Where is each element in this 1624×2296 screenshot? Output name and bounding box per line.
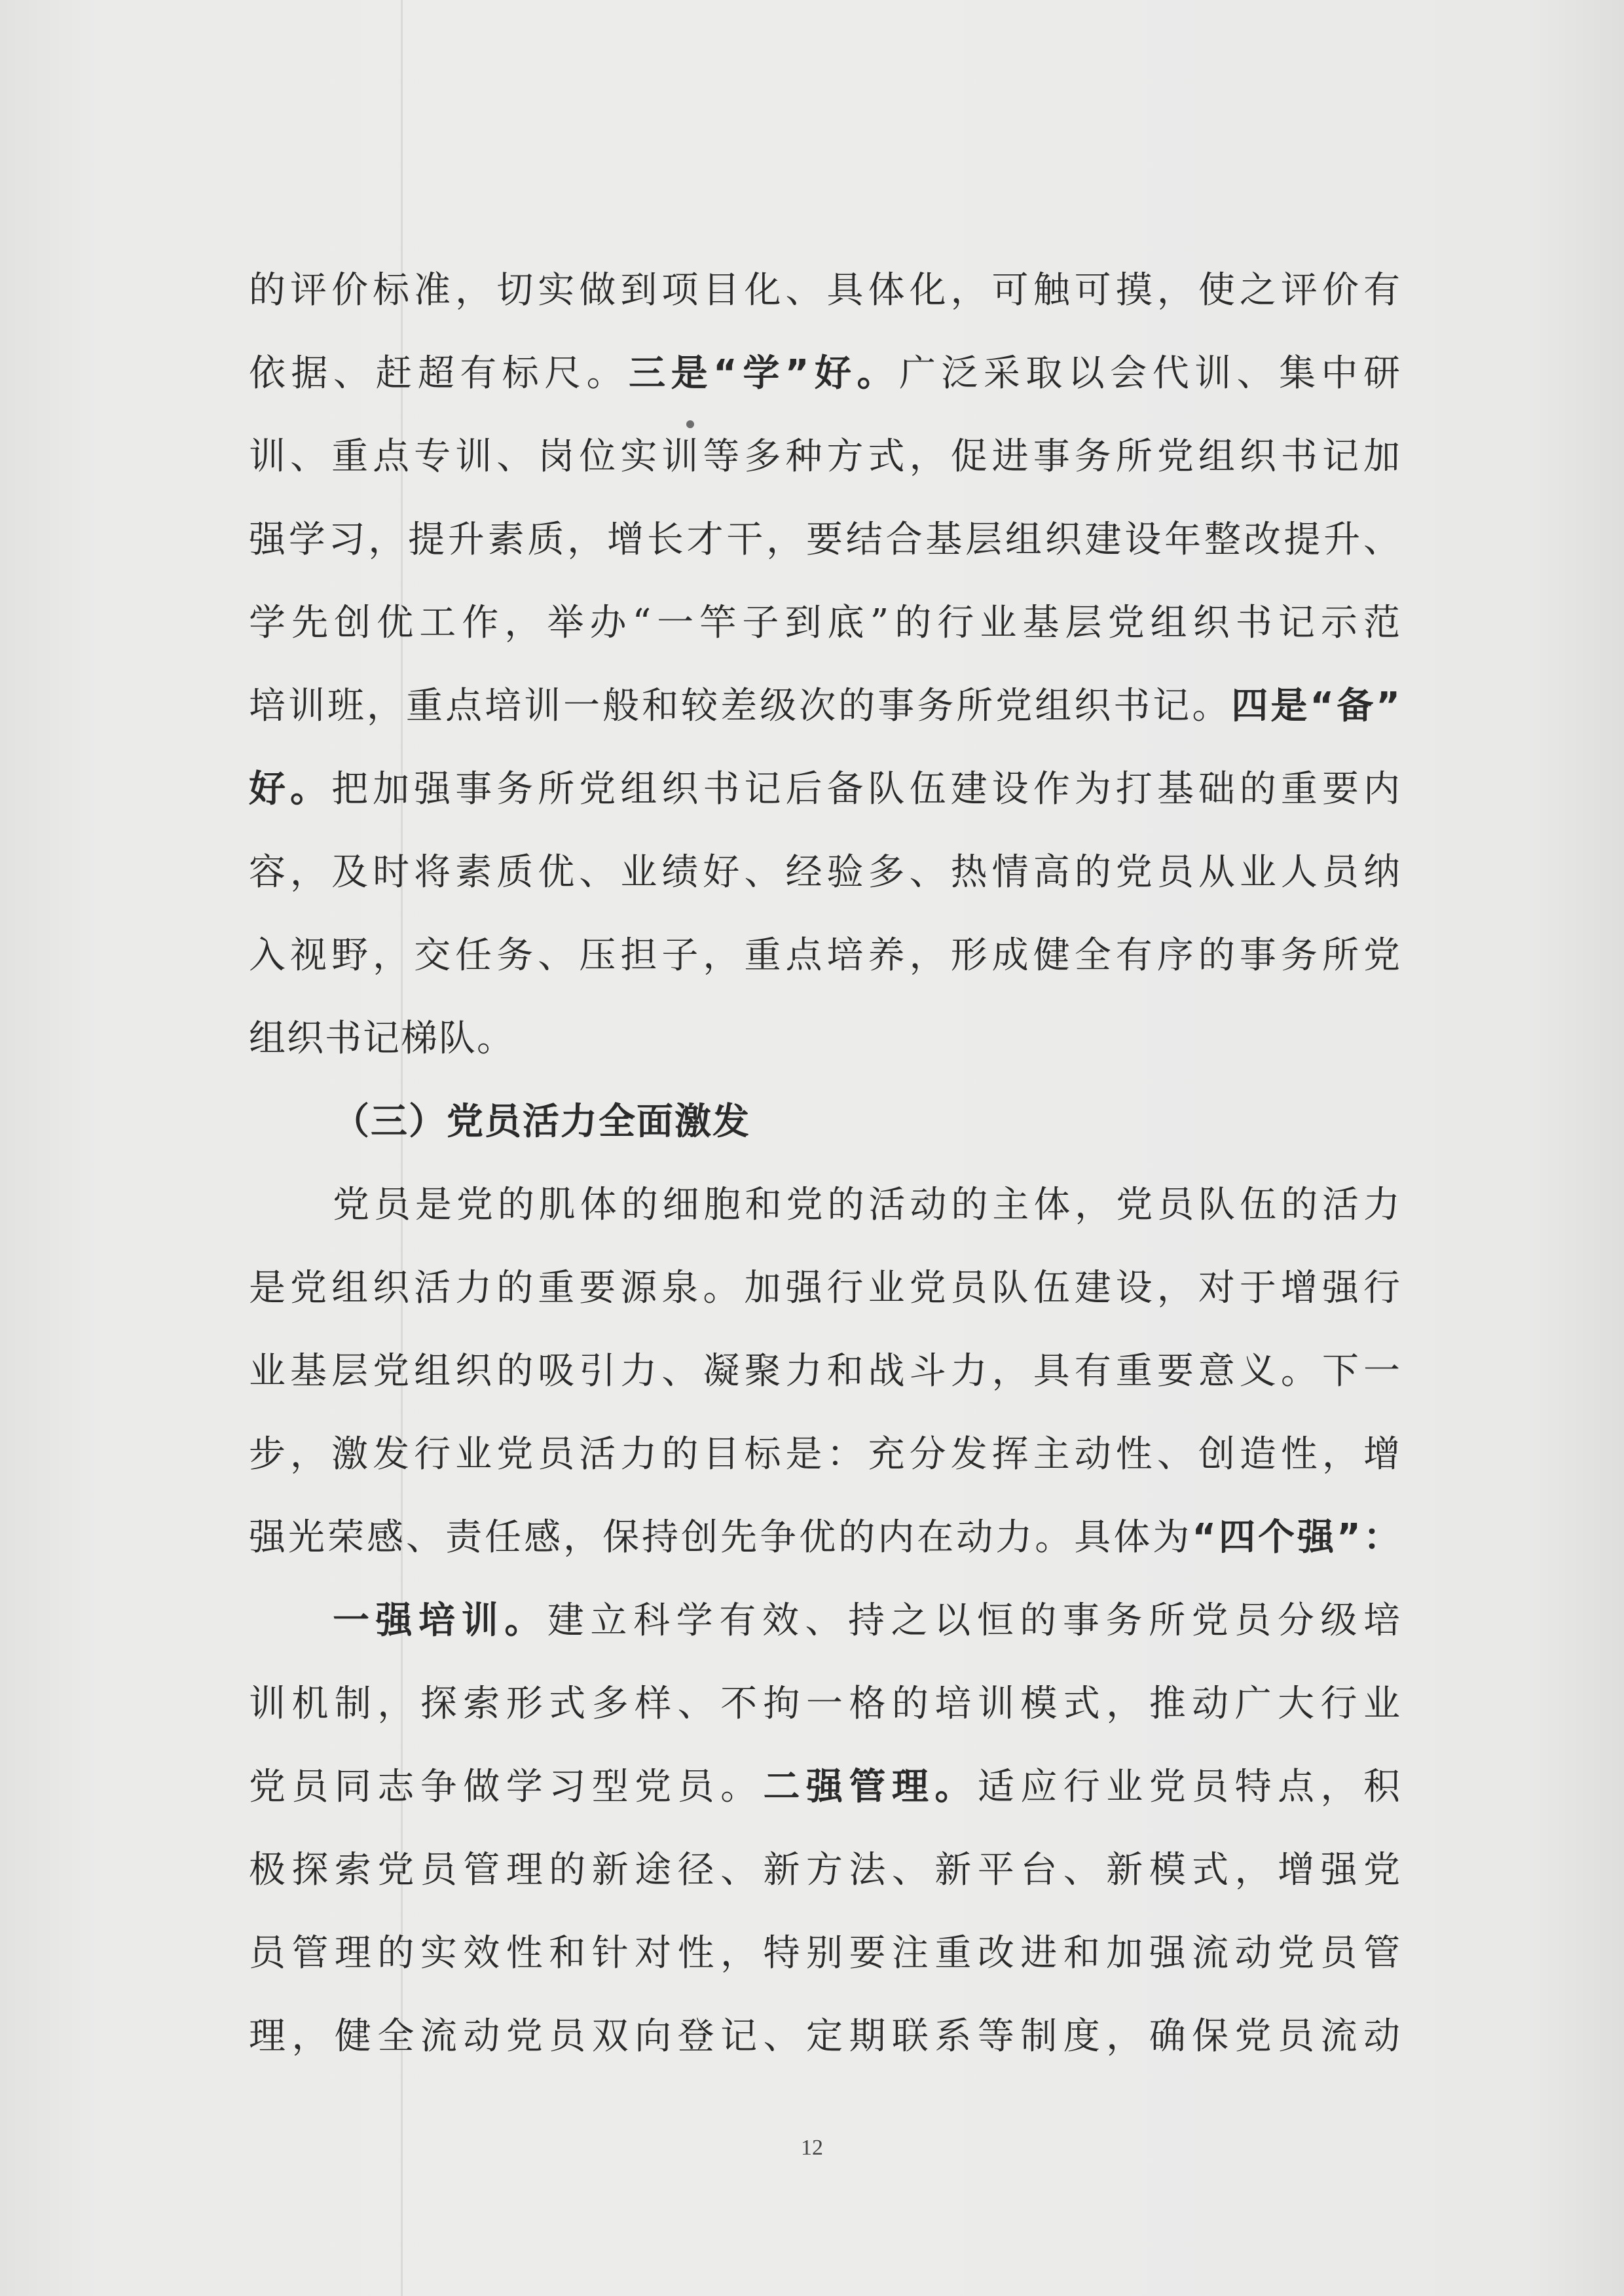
section-heading: （三）党员活力全面激发: [333, 1101, 750, 1143]
text-line: 依据、赶超有标尺。三是“学”好。广泛采取以会代训、集中研: [249, 352, 1401, 395]
page-number: 12: [801, 2136, 823, 2160]
text-line: 理，健全流动党员双向登记、定期联系等制度，确保党员流动: [249, 2015, 1401, 2058]
text-line: 强学习，提升素质，增长才干，要结合基层组织建设年整改提升、: [249, 519, 1401, 561]
text-line: 极探索党员管理的新途径、新方法、新平台、新模式，增强党: [249, 1849, 1401, 1891]
bold-phrase: 一强培训。: [333, 1599, 547, 1642]
text-line: 学先创优工作，举办“一竿子到底”的行业基层党组织书记示范: [249, 602, 1401, 644]
text-line: 的评价标准，切实做到项目化、具体化，可触可摸，使之评价有: [249, 269, 1401, 312]
text-line: 员管理的实效性和针对性，特别要注重改进和加强流动党员管: [249, 1932, 1401, 1975]
text-line: 是党组织活力的重要源泉。加强行业党员队伍建设，对于增强行: [249, 1267, 1401, 1309]
text-line: 党员是党的肌体的细胞和党的活动的主体，党员队伍的活力: [333, 1184, 1401, 1226]
text-line: 训、重点专训、岗位实训等多种方式，促进事务所党组织书记加: [249, 435, 1401, 478]
text-line: 培训班，重点培训一般和较差级次的事务所党组织书记。四是“备”: [249, 685, 1401, 727]
bold-phrase: 三是“学”好。: [629, 352, 899, 395]
bold-phrase: “四个强”：: [1192, 1516, 1401, 1559]
text-line: 一强培训。建立科学有效、持之以恒的事务所党员分级培: [333, 1599, 1401, 1642]
text-line: 容，及时将素质优、业绩好、经验多、热情高的党员从业人员纳: [249, 851, 1401, 894]
text-line: 组织书记梯队。: [249, 1017, 515, 1060]
text-line: 强光荣感、责任感，保持创先争优的内在动力。具体为“四个强”：: [249, 1516, 1401, 1559]
bold-phrase: 好。: [249, 768, 332, 811]
text-line: 步，激发行业党员活力的目标是：充分发挥主动性、创造性，增: [249, 1433, 1401, 1476]
text-line: 训机制，探索形式多样、不拘一格的培训模式，推动广大行业: [249, 1683, 1401, 1725]
bold-phrase: 四是“备”: [1231, 685, 1401, 727]
text-line: 业基层党组织的吸引力、凝聚力和战斗力，具有重要意义。下一: [249, 1350, 1401, 1393]
text-line: 党员同志争做学习型党员。二强管理。适应行业党员特点，积: [249, 1766, 1401, 1808]
text-line: 好。把加强事务所党组织书记后备队伍建设作为打基础的重要内: [249, 768, 1401, 811]
text-line: 入视野，交任务、压担子，重点培养，形成健全有序的事务所党: [249, 934, 1401, 977]
bold-phrase: 二强管理。: [763, 1766, 978, 1808]
